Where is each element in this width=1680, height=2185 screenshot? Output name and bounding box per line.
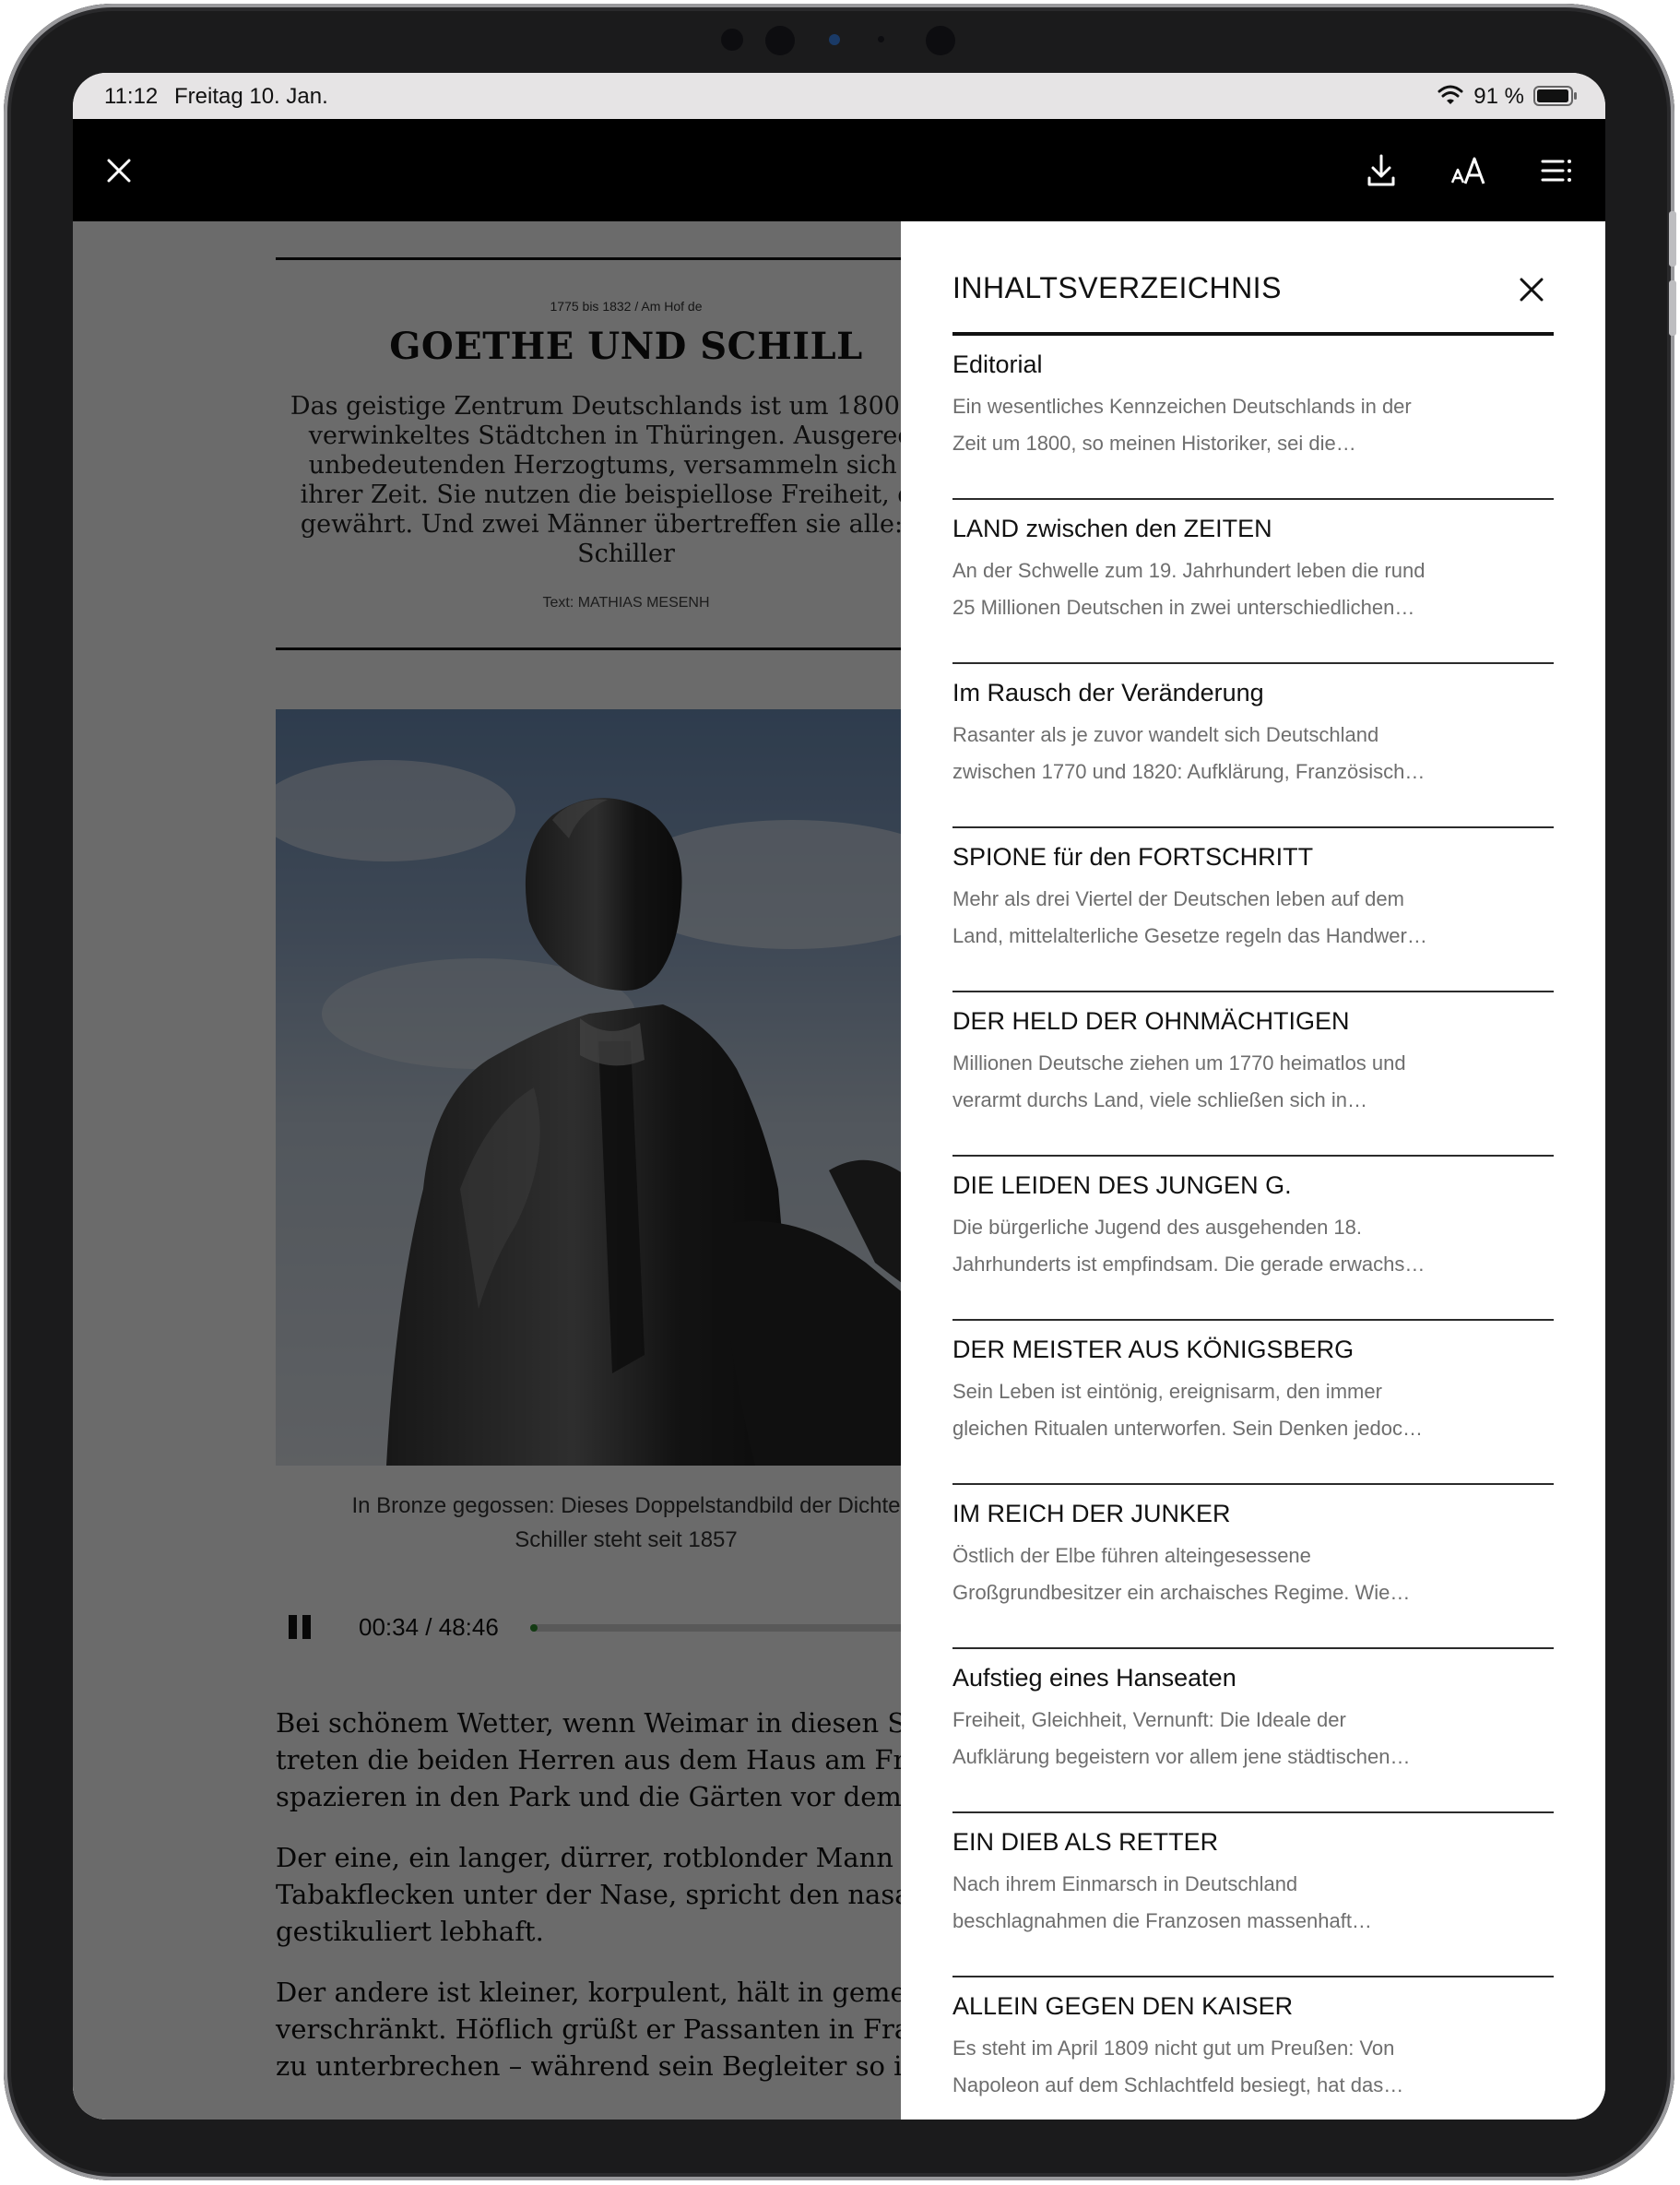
wifi-icon xyxy=(1437,83,1463,107)
toc-item-title: ALLEIN GEGEN DEN KAISER xyxy=(952,1992,1294,2020)
reader-toolbar xyxy=(73,119,1605,221)
toc-desc-line: Land, mittelalterliche Gesetze regeln das Handwer… xyxy=(952,924,1427,947)
toc-desc-line: Aufklärung begeistern vor allem jene städtischen… xyxy=(952,1745,1411,1768)
screen xyxy=(73,73,1605,2120)
toc-desc-line: Die bürgerliche Jugend des ausgehenden 18. xyxy=(952,1216,1362,1239)
toc-item-description xyxy=(952,1373,1423,1447)
toc-item[interactable] xyxy=(952,1485,1554,1649)
toc-item-description xyxy=(952,388,1412,462)
toc-item[interactable] xyxy=(952,664,1554,828)
status-time: 11:12 xyxy=(104,84,159,109)
toc-item[interactable] xyxy=(952,336,1554,500)
toc-item[interactable] xyxy=(952,1321,1554,1485)
toc-item[interactable] xyxy=(952,1977,1554,2120)
toc-title: INHALTSVERZEICHNIS xyxy=(952,271,1282,304)
table-of-contents-panel xyxy=(901,221,1605,2120)
toc-desc-line: Nach ihrem Einmarsch in Deutschland xyxy=(952,1872,1298,1895)
camera-indicator xyxy=(829,34,840,45)
toc-desc-line: An der Schwelle zum 19. Jahrhundert leben die rund xyxy=(952,559,1426,582)
toc-desc-line: verarmt durchs Land, viele schließen sich in… xyxy=(952,1088,1367,1111)
contents-list-icon xyxy=(1541,158,1572,184)
camera-sensor xyxy=(878,36,884,42)
toc-desc-line: Großgrundbesitzer ein archaisches Regime. Wie… xyxy=(952,1581,1411,1604)
download-icon xyxy=(1366,154,1396,187)
toc-desc-line: Rasanter als je zuvor wandelt sich Deutschland xyxy=(952,723,1379,746)
toc-item-description xyxy=(952,2030,1403,2104)
close-icon xyxy=(1520,278,1544,302)
toc-item-description xyxy=(952,1209,1425,1283)
toc-item-title: DER MEISTER AUS KÖNIGSBERG xyxy=(952,1336,1355,1363)
toc-item-description xyxy=(952,881,1427,955)
toc-item-title: LAND zwischen den ZEITEN xyxy=(952,515,1272,542)
battery-percentage: 91 % xyxy=(1473,84,1524,109)
status-bar xyxy=(73,73,1605,119)
camera-sensor xyxy=(926,26,955,55)
toc-desc-line: Freiheit, Gleichheit, Vernunft: Die Ideale der xyxy=(952,1708,1346,1731)
close-icon xyxy=(107,159,131,183)
toc-item-title: DER HELD DER OHNMÄCHTIGEN xyxy=(952,1007,1350,1035)
toc-desc-line: Sein Leben ist eintönig, ereignisarm, den immer xyxy=(952,1380,1382,1403)
battery-icon xyxy=(1533,86,1578,106)
toc-item-title: SPIONE für den FORTSCHRITT xyxy=(952,843,1314,871)
toc-item-description xyxy=(952,1702,1411,1775)
side-button xyxy=(1669,280,1676,336)
toc-desc-line: Zeit um 1800, so meinen Historiker, sei die… xyxy=(952,432,1356,455)
toc-item-title: Im Rausch der Veränderung xyxy=(952,679,1264,707)
toc-item-description xyxy=(952,552,1425,626)
download-button[interactable] xyxy=(1355,145,1407,196)
status-date: Freitag 10. Jan. xyxy=(174,84,328,109)
toc-item[interactable] xyxy=(952,828,1554,992)
toc-desc-line: zwischen 1770 und 1820: Aufklärung, Französisch… xyxy=(952,760,1426,783)
close-reader-button[interactable] xyxy=(93,145,145,196)
toc-item-title: DIE LEIDEN DES JUNGEN G. xyxy=(952,1171,1292,1199)
toc-item-title: Editorial xyxy=(952,350,1043,378)
toc-desc-line: Es steht im April 1809 nicht gut um Preußen: Von xyxy=(952,2037,1395,2060)
toc-item[interactable] xyxy=(952,1649,1554,1813)
text-size-button[interactable] xyxy=(1443,145,1495,196)
toc-desc-line: Östlich der Elbe führen alteingesessene xyxy=(952,1544,1311,1567)
toc-desc-line: Ein wesentliches Kennzeichen Deutschlands in der xyxy=(952,395,1412,418)
toc-desc-line: 25 Millionen Deutschen in zwei unterschiedlichen… xyxy=(952,596,1415,619)
side-button xyxy=(1669,211,1676,267)
toc-item-description xyxy=(952,1866,1372,1940)
toc-item[interactable] xyxy=(952,992,1554,1157)
toc-desc-line: Napoleon auf dem Schlachtfeld besiegt, hat das… xyxy=(952,2073,1404,2096)
text-size-icon xyxy=(1450,156,1487,185)
toc-desc-line: Jahrhunderts ist empfindsam. Die gerade erwachs… xyxy=(952,1253,1426,1276)
toc-item[interactable] xyxy=(952,1157,1554,1321)
toc-item[interactable] xyxy=(952,500,1554,664)
tablet-frame xyxy=(4,4,1674,2180)
camera-sensor xyxy=(721,29,743,51)
table-of-contents-button[interactable] xyxy=(1531,145,1582,196)
camera-lens xyxy=(765,26,795,55)
toc-desc-line: beschlagnahmen die Franzosen massenhaft… xyxy=(952,1909,1372,1932)
toc-item-description xyxy=(952,717,1425,790)
toc-item-title: IM REICH DER JUNKER xyxy=(952,1500,1231,1527)
close-toc-button[interactable] xyxy=(1509,267,1554,312)
toc-item-description xyxy=(952,1538,1410,1611)
toc-item[interactable] xyxy=(952,1813,1554,1977)
toc-item-description xyxy=(952,1045,1406,1119)
toc-item-title: Aufstieg eines Hanseaten xyxy=(952,1664,1236,1692)
toc-desc-line: Millionen Deutsche ziehen um 1770 heimatlos und xyxy=(952,1051,1406,1075)
toc-item-title: EIN DIEB ALS RETTER xyxy=(952,1828,1219,1856)
toc-desc-line: Mehr als drei Viertel der Deutschen leben auf dem xyxy=(952,887,1404,910)
toc-desc-line: gleichen Ritualen unterworfen. Sein Denken jedoc… xyxy=(952,1417,1423,1440)
